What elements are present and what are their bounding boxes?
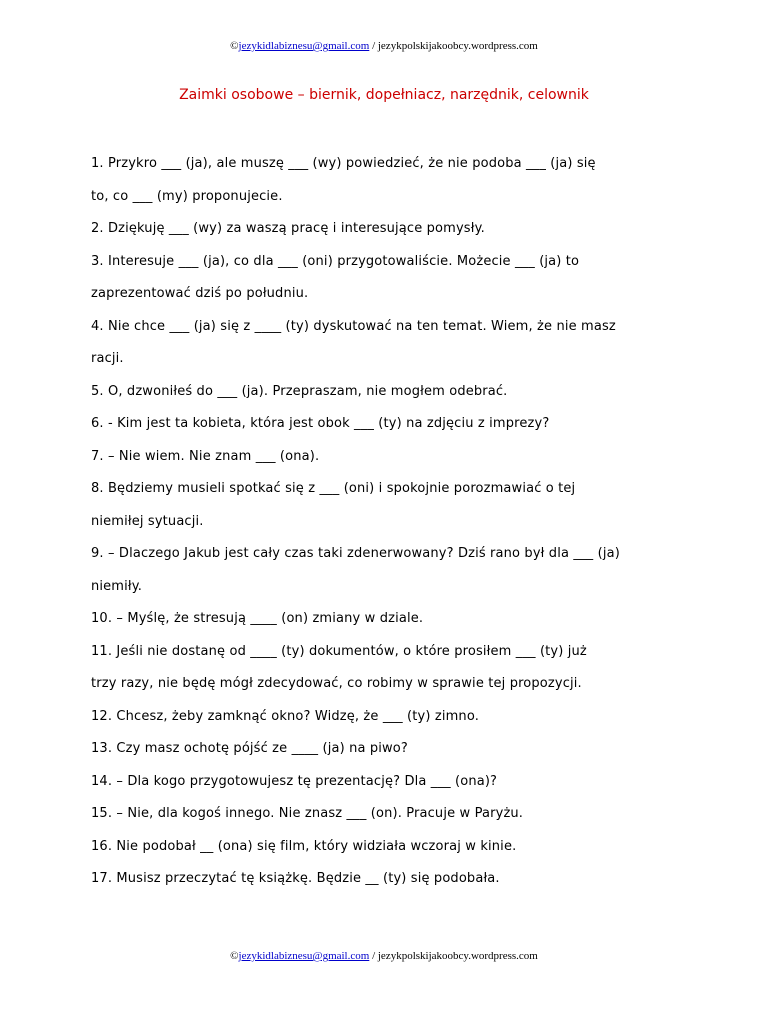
exercise-line: 15. – Nie, dla kogoś innego. Nie znasz ___ (on). Pracuje w Paryżu. <box>91 806 524 821</box>
exercise-line: trzy razy, nie będę mógł zdecydować, co robimy w sprawie tej propozycji. <box>91 676 582 691</box>
exercise-line: zaprezentować dziś po południu. <box>91 286 309 301</box>
exercise-line: 4. Nie chce ___ (ja) się z ____ (ty) dyskutować na ten temat. Wiem, że nie masz <box>91 318 616 334</box>
exercise-line: 12. Chcesz, żeby zamknąć okno? Widzę, że ___ (ty) zimno. <box>91 708 479 724</box>
header-website-text: / jezykpolskijakoobcy.wordpress.com <box>369 40 538 52</box>
exercise-line: 9. – Dlaczego Jakub jest cały czas taki zdenerwowany? Dziś rano był dla ___ (ja) <box>91 546 620 561</box>
exercise-line: 1. Przykro ___ (ja), ale muszę ___ (wy) powiedzieć, że nie podoba ___ (ja) się <box>91 156 596 171</box>
exercise-line: 17. Musisz przeczytać tę książkę. Będzie __ (ty) się podobała. <box>91 871 500 886</box>
copyright-symbol: © <box>230 950 239 962</box>
exercise-line: 8. Będziemy musieli spotkać się z ___ (oni) i spokojnie porozmawiać o tej <box>91 481 576 496</box>
exercise-line: 10. – Myślę, że stresują ____ (on) zmiany w dziale. <box>91 611 424 626</box>
exercise-line: 6. - Kim jest ta kobieta, która jest obok ___ (ty) na zdjęciu z imprezy? <box>91 416 550 431</box>
page-header <box>0 40 768 52</box>
exercise-line: 7. – Nie wiem. Nie znam ___ (ona). <box>91 448 320 464</box>
exercise-line: 2. Dziękuję ___ (wy) za waszą pracę i interesujące pomysły. <box>91 221 485 236</box>
page-title: Zaimki osobowe – biernik, dopełniacz, narzędnik, celownik <box>179 87 589 103</box>
footer-website-text: / jezykpolskijakoobcy.wordpress.com <box>369 950 538 962</box>
exercise-line: niemiły. <box>91 578 142 594</box>
exercise-line: racji. <box>91 351 124 366</box>
exercise-list <box>91 148 691 896</box>
exercise-line: 16. Nie podobał __ (ona) się film, który widziała wczoraj w kinie. <box>91 838 517 854</box>
exercise-line: niemiłej sytuacji. <box>91 513 204 529</box>
exercise-line: 11. Jeśli nie dostanę od ____ (ty) dokumentów, o które prosiłem ___ (ty) już <box>91 643 587 659</box>
exercise-line: 3. Interesuje ___ (ja), co dla ___ (oni) przygotowaliście. Możecie ___ (ja) to <box>91 253 580 269</box>
copyright-symbol: © <box>230 40 239 52</box>
exercise-line: 14. – Dla kogo przygotowujesz tę prezentację? Dla ___ (ona)? <box>91 773 498 789</box>
page-footer <box>0 950 768 962</box>
header-email-link[interactable]: jezykidlabiznesu@gmail.com <box>238 40 370 52</box>
exercise-line: 13. Czy masz ochotę pójść ze ____ (ja) na piwo? <box>91 741 408 756</box>
exercise-line: 5. O, dzwoniłeś do ___ (ja). Przepraszam, nie mogłem odebrać. <box>91 383 508 399</box>
exercise-line: to, co ___ (my) proponujecie. <box>91 188 283 204</box>
footer-email-link[interactable]: jezykidlabiznesu@gmail.com <box>238 950 370 962</box>
